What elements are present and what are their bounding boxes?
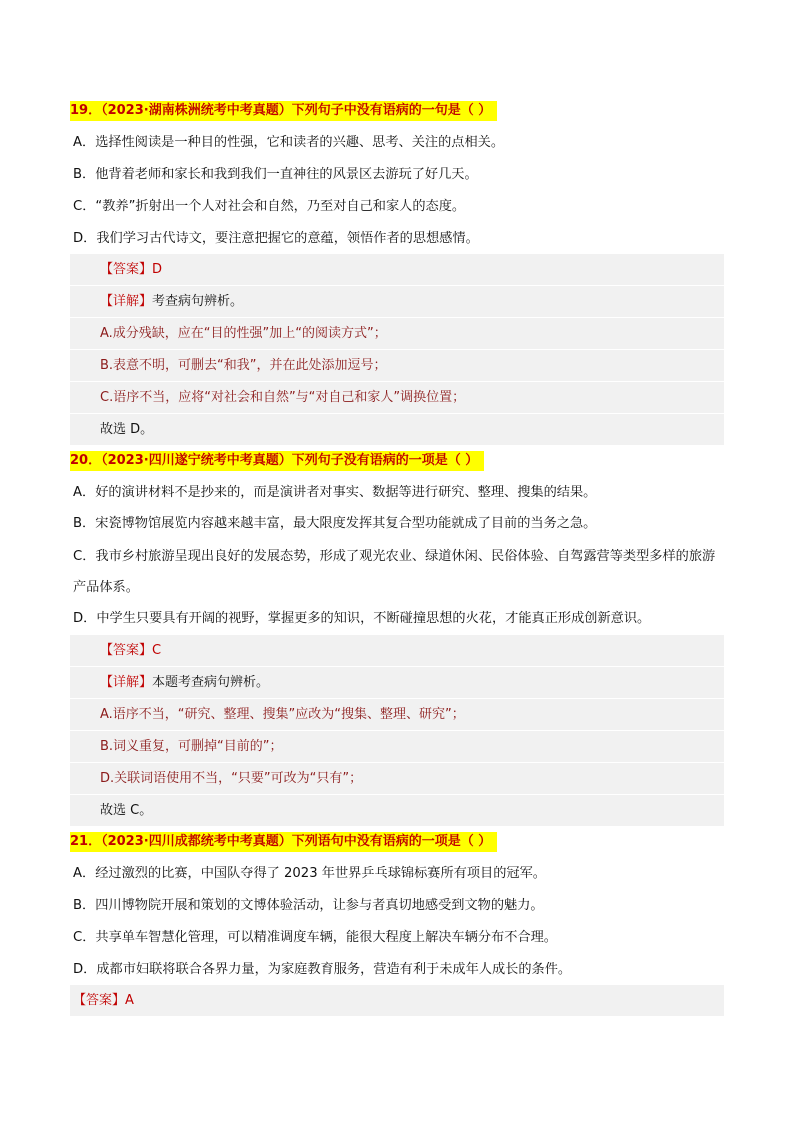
question-19-final: 故选 D。 xyxy=(100,422,154,437)
question-20-title: 20．（2023·四川遂宁统考中考真题）下列句子没有语病的一项是（ ） xyxy=(70,451,484,471)
question-20-final-band xyxy=(70,795,724,826)
question-20-option-b: B．宋瓷博物馆展览内容越来越丰富，最大限度发挥其复合型功能就成了目前的当务之急。 xyxy=(73,516,597,531)
question-21-option-a: A．经过激烈的比赛，中国队夺得了 2023 年世界乒乓球锦标赛所有项目的冠军。 xyxy=(73,866,546,881)
question-19-option-c: C．“教养”折射出一个人对社会和自然，乃至对自己和家人的态度。 xyxy=(73,199,466,214)
answer-value: C xyxy=(152,643,162,658)
question-21-option-d: D．成都市妇联将联合各界力量，为家庭教育服务，营造有利于未成年人成长的条件。 xyxy=(73,962,572,977)
detail-text: 考查病句辨析。 xyxy=(152,294,244,309)
question-20-answer xyxy=(100,641,161,661)
detail-label: 【详解】 xyxy=(100,675,153,690)
question-20-answer-band xyxy=(70,635,724,666)
answer-value: A xyxy=(125,993,134,1008)
answer-label: 【答案】 xyxy=(100,262,153,277)
question-19-explanation-b: B.表意不明，可删去“和我”，并在此处添加逗号； xyxy=(100,358,387,373)
question-20-detail xyxy=(100,673,269,693)
detail-label: 【详解】 xyxy=(100,294,153,309)
question-21-answer-band xyxy=(70,985,724,1016)
question-19-option-a: A．选择性阅读是一种目的性强，它和读者的兴趣、思考、关注的点相关。 xyxy=(73,135,505,150)
question-19-option-d: D．我们学习古代诗文，要注意把握它的意蕴，领悟作者的思想感情。 xyxy=(73,231,479,246)
question-19-answer-band xyxy=(70,254,724,285)
detail-text: 本题考查病句辨析。 xyxy=(152,675,270,690)
question-19-explanation-c: C.语序不当，应将“对社会和自然”与“对自己和家人”调换位置； xyxy=(100,390,466,405)
question-21-option-b: B．四川博物院开展和策划的文博体验活动，让参与者真切地感受到文物的魅力。 xyxy=(73,898,544,913)
question-21-option-c: C．共享单车智慧化管理，可以精准调度车辆，能很大程度上解决车辆分布不合理。 xyxy=(73,930,557,945)
question-20-option-c: C．我市乡村旅游呈现出良好的发展态势，形成了观光农业、绿道休闲、民俗体验、自驾露营等类型多样的旅游产品体系。 xyxy=(73,549,716,595)
question-20-explanation-a: A.语序不当，“研究、整理、搜集”应改为“搜集、整理、研究”； xyxy=(100,707,465,722)
question-20-final: 故选 C。 xyxy=(100,803,153,818)
question-19-answer xyxy=(100,260,162,280)
question-21-title: 21．（2023·四川成都统考中考真题）下列语句中没有语病的一项是（ ） xyxy=(70,832,497,852)
question-20-option-a: A．好的演讲材料不是抄来的，而是演讲者对事实、数据等进行研究、整理、搜集的结果。 xyxy=(73,485,597,500)
question-19-option-b: B．他背着老师和家长和我到我们一直神往的风景区去游玩了好几天。 xyxy=(73,167,478,182)
question-20-explanation-c: D.关联词语使用不当，“只要”可改为“只有”； xyxy=(100,771,363,786)
answer-label: 【答案】 xyxy=(100,643,153,658)
answer-label: 【答案】 xyxy=(73,993,126,1008)
question-21-answer xyxy=(73,991,134,1011)
question-20-explanation-b: B.词义重复，可删掉“目前的”； xyxy=(100,739,283,754)
question-19-final-band xyxy=(70,414,724,445)
question-20-option-d: D．中学生只要具有开阔的视野，掌握更多的知识，不断碰撞思想的火花，才能真正形成创新意识。 xyxy=(73,611,651,626)
question-19-detail xyxy=(100,292,243,312)
question-19-explanation-a: A.成分残缺，应在“目的性强”加上“的阅读方式”； xyxy=(100,326,387,341)
question-19-title: 19．（2023·湖南株洲统考中考真题）下列句子中没有语病的一句是（ ） xyxy=(70,101,497,121)
answer-value: D xyxy=(152,262,163,277)
